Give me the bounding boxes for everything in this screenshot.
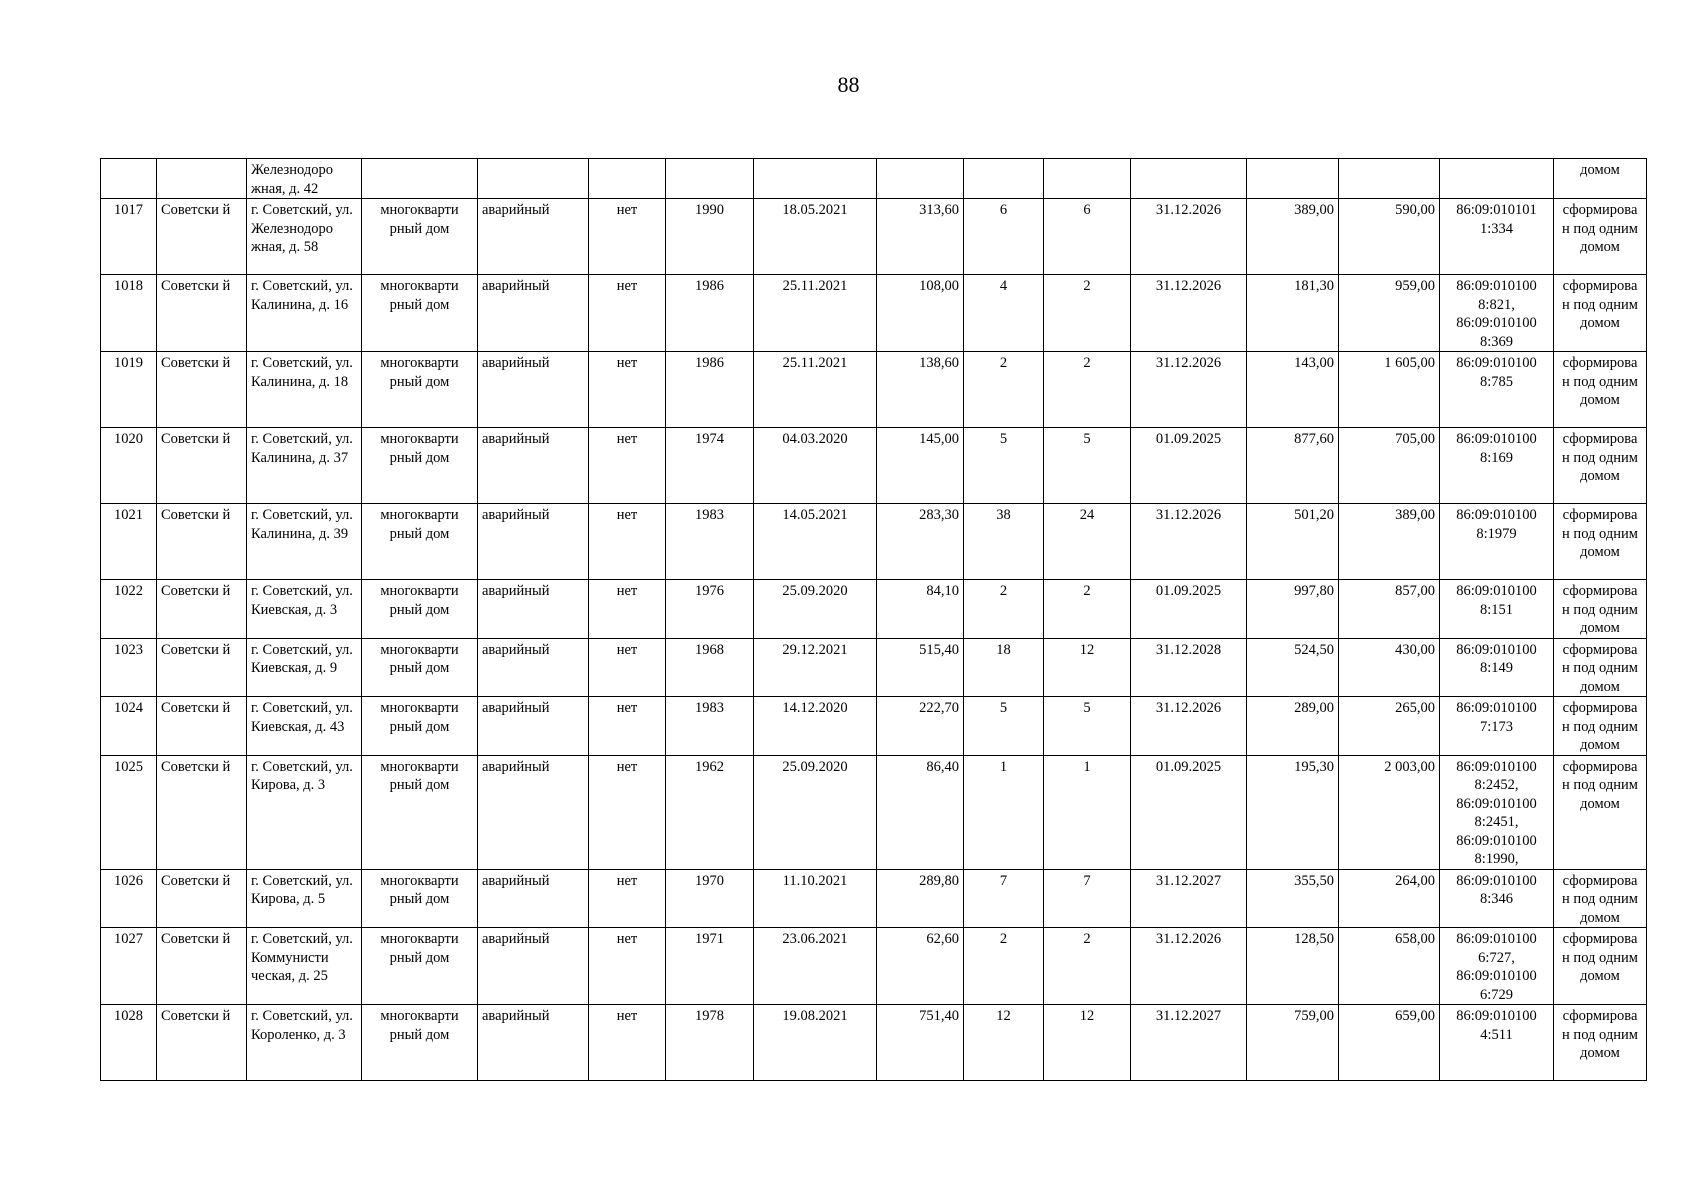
cell-date: 25.11.2021 <box>754 275 877 352</box>
cell-region: Советски й <box>157 869 247 928</box>
cell-residents: 18 <box>964 638 1044 697</box>
cell-cadastral: 86:09:010100 4:511 <box>1440 1005 1554 1081</box>
cell-dwellings: 5 <box>1044 697 1131 756</box>
cell-deadline: 31.12.2027 <box>1131 869 1247 928</box>
cell-condition: аварийный <box>478 697 589 756</box>
cell-address: г. Советский, ул. Кирова, д. 5 <box>247 869 362 928</box>
cell-status: сформирова н под одним домом <box>1554 275 1647 352</box>
table-row <box>101 755 1647 869</box>
table-row <box>101 352 1647 428</box>
cell-type: многокварти рный дом <box>362 580 478 639</box>
cell-status: сформирова н под одним домом <box>1554 504 1647 580</box>
cell-status: сформирова н под одним домом <box>1554 428 1647 504</box>
cell-s2 <box>1339 159 1440 199</box>
cell-status: сформирова н под одним домом <box>1554 869 1647 928</box>
cell-region <box>157 159 247 199</box>
cell-residents: 6 <box>964 199 1044 275</box>
cell-deadline: 31.12.2028 <box>1131 638 1247 697</box>
cell-year: 1986 <box>666 352 754 428</box>
cell-s1: 997,80 <box>1247 580 1339 639</box>
cell-deadline: 31.12.2027 <box>1131 1005 1247 1081</box>
cell-status: сформирова н под одним домом <box>1554 352 1647 428</box>
cell-type: многокварти рный дом <box>362 504 478 580</box>
cell-s1: 355,50 <box>1247 869 1339 928</box>
cell-status: сформирова н под одним домом <box>1554 697 1647 756</box>
cell-status: сформирова н под одним домом <box>1554 638 1647 697</box>
cell-condition <box>478 159 589 199</box>
cell-area: 138,60 <box>877 352 964 428</box>
cell-type: многокварти рный дом <box>362 755 478 869</box>
cell-type: многокварти рный дом <box>362 352 478 428</box>
cell-c: нет <box>589 199 666 275</box>
cell-year: 1970 <box>666 869 754 928</box>
cell-area: 283,30 <box>877 504 964 580</box>
cell-dwellings: 24 <box>1044 504 1131 580</box>
cell-residents: 1 <box>964 755 1044 869</box>
cell-cadastral: 86:09:010100 6:727, 86:09:010100 6:729 <box>1440 928 1554 1005</box>
cell-type: многокварти рный дом <box>362 638 478 697</box>
cell-residents: 2 <box>964 928 1044 1005</box>
cell-type: многокварти рный дом <box>362 199 478 275</box>
housing-table <box>100 158 1647 1081</box>
cell-s2: 1 605,00 <box>1339 352 1440 428</box>
cell-num: 1025 <box>101 755 157 869</box>
cell-c: нет <box>589 275 666 352</box>
cell-num: 1021 <box>101 504 157 580</box>
cell-num: 1024 <box>101 697 157 756</box>
cell-year: 1974 <box>666 428 754 504</box>
cell-deadline: 01.09.2025 <box>1131 580 1247 639</box>
cell-date: 19.08.2021 <box>754 1005 877 1081</box>
cell-dwellings: 5 <box>1044 428 1131 504</box>
cell-year: 1971 <box>666 928 754 1005</box>
cell-condition: аварийный <box>478 580 589 639</box>
cell-condition: аварийный <box>478 755 589 869</box>
cell-cadastral: 86:09:010101 1:334 <box>1440 199 1554 275</box>
table-body <box>101 159 1647 1081</box>
cell-residents: 4 <box>964 275 1044 352</box>
cell-c: нет <box>589 869 666 928</box>
cell-s2: 590,00 <box>1339 199 1440 275</box>
cell-cadastral: 86:09:010100 8:151 <box>1440 580 1554 639</box>
cell-type: многокварти рный дом <box>362 1005 478 1081</box>
cell-condition: аварийный <box>478 504 589 580</box>
cell-num: 1020 <box>101 428 157 504</box>
cell-area: 751,40 <box>877 1005 964 1081</box>
cell-dwellings: 6 <box>1044 199 1131 275</box>
cell-date: 23.06.2021 <box>754 928 877 1005</box>
cell-status: домом <box>1554 159 1647 199</box>
table-row <box>101 928 1647 1005</box>
cell-deadline: 01.09.2025 <box>1131 428 1247 504</box>
cell-region: Советски й <box>157 275 247 352</box>
cell-type: многокварти рный дом <box>362 928 478 1005</box>
cell-s2: 705,00 <box>1339 428 1440 504</box>
cell-deadline <box>1131 159 1247 199</box>
cell-condition: аварийный <box>478 199 589 275</box>
cell-deadline: 31.12.2026 <box>1131 275 1247 352</box>
cell-s1: 289,00 <box>1247 697 1339 756</box>
cell-cadastral: 86:09:010100 8:785 <box>1440 352 1554 428</box>
cell-date: 25.09.2020 <box>754 755 877 869</box>
cell-cadastral: 86:09:010100 8:1979 <box>1440 504 1554 580</box>
cell-condition: аварийный <box>478 428 589 504</box>
cell-dwellings <box>1044 159 1131 199</box>
cell-cadastral: 86:09:010100 8:821, 86:09:010100 8:369 <box>1440 275 1554 352</box>
cell-date: 25.09.2020 <box>754 580 877 639</box>
cell-region: Советски й <box>157 352 247 428</box>
table-row <box>101 697 1647 756</box>
cell-status: сформирова н под одним домом <box>1554 928 1647 1005</box>
cell-condition: аварийный <box>478 275 589 352</box>
cell-address: г. Советский, ул. Короленко, д. 3 <box>247 1005 362 1081</box>
cell-cadastral: 86:09:010100 8:2452, 86:09:010100 8:2451, 86:09:010100 8:1990, <box>1440 755 1554 869</box>
cell-type: многокварти рный дом <box>362 869 478 928</box>
cell-s2: 2 003,00 <box>1339 755 1440 869</box>
cell-num: 1026 <box>101 869 157 928</box>
cell-num: 1028 <box>101 1005 157 1081</box>
cell-address: Железнодоро жная, д. 42 <box>247 159 362 199</box>
cell-date: 11.10.2021 <box>754 869 877 928</box>
cell-address: г. Советский, ул. Железнодоро жная, д. 58 <box>247 199 362 275</box>
cell-address: г. Советский, ул. Коммунисти ческая, д. 25 <box>247 928 362 1005</box>
table-row <box>101 199 1647 275</box>
cell-deadline: 01.09.2025 <box>1131 755 1247 869</box>
cell-status: сформирова н под одним домом <box>1554 580 1647 639</box>
cell-c <box>589 159 666 199</box>
cell-s2: 265,00 <box>1339 697 1440 756</box>
cell-num: 1027 <box>101 928 157 1005</box>
cell-c: нет <box>589 638 666 697</box>
table-row <box>101 869 1647 928</box>
cell-area: 108,00 <box>877 275 964 352</box>
cell-residents: 38 <box>964 504 1044 580</box>
cell-cadastral: 86:09:010100 7:173 <box>1440 697 1554 756</box>
table-row-continuation <box>101 159 1647 199</box>
cell-year: 1986 <box>666 275 754 352</box>
cell-area: 62,60 <box>877 928 964 1005</box>
table-row <box>101 580 1647 639</box>
cell-area: 515,40 <box>877 638 964 697</box>
cell-address: г. Советский, ул. Киевская, д. 3 <box>247 580 362 639</box>
cell-region: Советски й <box>157 697 247 756</box>
cell-address: г. Советский, ул. Киевская, д. 9 <box>247 638 362 697</box>
cell-s1: 759,00 <box>1247 1005 1339 1081</box>
cell-s1 <box>1247 159 1339 199</box>
cell-residents: 5 <box>964 697 1044 756</box>
cell-condition: аварийный <box>478 869 589 928</box>
page-number: 88 <box>837 72 860 97</box>
cell-date: 04.03.2020 <box>754 428 877 504</box>
cell-year: 1976 <box>666 580 754 639</box>
cell-s1: 389,00 <box>1247 199 1339 275</box>
cell-type: многокварти рный дом <box>362 428 478 504</box>
cell-s2: 659,00 <box>1339 1005 1440 1081</box>
cell-cadastral: 86:09:010100 8:149 <box>1440 638 1554 697</box>
cell-year: 1983 <box>666 504 754 580</box>
cell-s2: 389,00 <box>1339 504 1440 580</box>
cell-type: многокварти рный дом <box>362 697 478 756</box>
cell-status: сформирова н под одним домом <box>1554 199 1647 275</box>
cell-dwellings: 2 <box>1044 928 1131 1005</box>
cell-s2: 264,00 <box>1339 869 1440 928</box>
cell-num: 1022 <box>101 580 157 639</box>
cell-c: нет <box>589 428 666 504</box>
cell-cadastral <box>1440 159 1554 199</box>
cell-area: 145,00 <box>877 428 964 504</box>
cell-type <box>362 159 478 199</box>
cell-deadline: 31.12.2026 <box>1131 504 1247 580</box>
cell-residents: 2 <box>964 580 1044 639</box>
cell-c: нет <box>589 504 666 580</box>
cell-s1: 128,50 <box>1247 928 1339 1005</box>
cell-c: нет <box>589 580 666 639</box>
cell-s1: 877,60 <box>1247 428 1339 504</box>
cell-cadastral: 86:09:010100 8:346 <box>1440 869 1554 928</box>
cell-date: 18.05.2021 <box>754 199 877 275</box>
table-row <box>101 504 1647 580</box>
cell-status: сформирова н под одним домом <box>1554 755 1647 869</box>
cell-num <box>101 159 157 199</box>
cell-address: г. Советский, ул. Калинина, д. 37 <box>247 428 362 504</box>
cell-area: 86,40 <box>877 755 964 869</box>
cell-deadline: 31.12.2026 <box>1131 352 1247 428</box>
cell-date: 25.11.2021 <box>754 352 877 428</box>
cell-region: Советски й <box>157 1005 247 1081</box>
cell-address: г. Советский, ул. Киевская, д. 43 <box>247 697 362 756</box>
cell-deadline: 31.12.2026 <box>1131 697 1247 756</box>
cell-num: 1017 <box>101 199 157 275</box>
cell-residents <box>964 159 1044 199</box>
cell-dwellings: 12 <box>1044 638 1131 697</box>
cell-address: г. Советский, ул. Кирова, д. 3 <box>247 755 362 869</box>
cell-s2: 959,00 <box>1339 275 1440 352</box>
cell-s2: 658,00 <box>1339 928 1440 1005</box>
cell-year: 1983 <box>666 697 754 756</box>
cell-condition: аварийный <box>478 1005 589 1081</box>
table-row <box>101 275 1647 352</box>
cell-area: 84,10 <box>877 580 964 639</box>
cell-year: 1978 <box>666 1005 754 1081</box>
cell-region: Советски й <box>157 638 247 697</box>
cell-num: 1018 <box>101 275 157 352</box>
cell-s2: 857,00 <box>1339 580 1440 639</box>
cell-s1: 501,20 <box>1247 504 1339 580</box>
cell-type: многокварти рный дом <box>362 275 478 352</box>
cell-region: Советски й <box>157 504 247 580</box>
cell-address: г. Советский, ул. Калинина, д. 16 <box>247 275 362 352</box>
table-row <box>101 1005 1647 1081</box>
cell-s1: 524,50 <box>1247 638 1339 697</box>
cell-region: Советски й <box>157 580 247 639</box>
cell-year: 1962 <box>666 755 754 869</box>
cell-s1: 181,30 <box>1247 275 1339 352</box>
cell-area: 313,60 <box>877 199 964 275</box>
cell-residents: 5 <box>964 428 1044 504</box>
cell-num: 1019 <box>101 352 157 428</box>
cell-region: Советски й <box>157 199 247 275</box>
cell-address: г. Советский, ул. Калинина, д. 39 <box>247 504 362 580</box>
cell-residents: 2 <box>964 352 1044 428</box>
cell-c: нет <box>589 352 666 428</box>
cell-c: нет <box>589 755 666 869</box>
cell-address: г. Советский, ул. Калинина, д. 18 <box>247 352 362 428</box>
cell-residents: 12 <box>964 1005 1044 1081</box>
cell-year: 1990 <box>666 199 754 275</box>
cell-region: Советски й <box>157 428 247 504</box>
table-row <box>101 638 1647 697</box>
cell-date: 29.12.2021 <box>754 638 877 697</box>
cell-c: нет <box>589 1005 666 1081</box>
cell-year: 1968 <box>666 638 754 697</box>
cell-dwellings: 1 <box>1044 755 1131 869</box>
cell-year <box>666 159 754 199</box>
cell-status: сформирова н под одним домом <box>1554 1005 1647 1081</box>
cell-area: 289,80 <box>877 869 964 928</box>
cell-region: Советски й <box>157 755 247 869</box>
cell-date: 14.05.2021 <box>754 504 877 580</box>
cell-s1: 143,00 <box>1247 352 1339 428</box>
cell-c: нет <box>589 928 666 1005</box>
cell-condition: аварийный <box>478 352 589 428</box>
cell-dwellings: 2 <box>1044 580 1131 639</box>
cell-condition: аварийный <box>478 928 589 1005</box>
cell-s1: 195,30 <box>1247 755 1339 869</box>
table-row <box>101 428 1647 504</box>
cell-c: нет <box>589 697 666 756</box>
cell-area: 222,70 <box>877 697 964 756</box>
cell-date: 14.12.2020 <box>754 697 877 756</box>
cell-dwellings: 2 <box>1044 352 1131 428</box>
cell-area <box>877 159 964 199</box>
cell-residents: 7 <box>964 869 1044 928</box>
cell-cadastral: 86:09:010100 8:169 <box>1440 428 1554 504</box>
cell-date <box>754 159 877 199</box>
cell-dwellings: 2 <box>1044 275 1131 352</box>
cell-condition: аварийный <box>478 638 589 697</box>
cell-dwellings: 7 <box>1044 869 1131 928</box>
cell-deadline: 31.12.2026 <box>1131 199 1247 275</box>
cell-deadline: 31.12.2026 <box>1131 928 1247 1005</box>
cell-num: 1023 <box>101 638 157 697</box>
cell-dwellings: 12 <box>1044 1005 1131 1081</box>
cell-s2: 430,00 <box>1339 638 1440 697</box>
cell-region: Советски й <box>157 928 247 1005</box>
